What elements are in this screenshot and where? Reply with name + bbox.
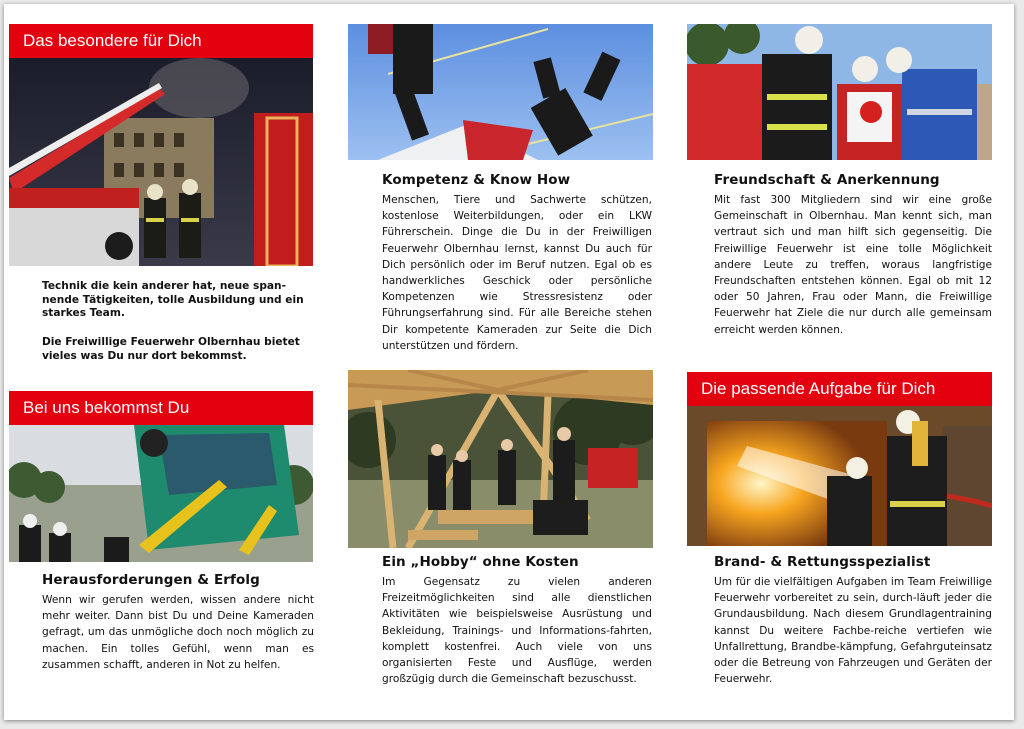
heading-brand-rettung: Brand- & Rettungsspezialist	[714, 554, 931, 570]
heading-freundschaft: Freundschaft & Anerkennung	[714, 172, 940, 188]
photo-climbing-training	[348, 24, 653, 160]
banner-passende-aufgabe: Die passende Aufgabe für Dich	[687, 372, 992, 406]
photo-fire-training	[687, 406, 992, 546]
photo-wooden-pavilion	[348, 370, 653, 548]
intro-text-1: Technik die kein anderer hat, neue span-nende Tätigkeiten, tolle Ausbildung und ein starkes Team.	[42, 280, 304, 319]
brochure-page	[4, 4, 1014, 720]
text-hobby: Im Gegensatz zu vielen anderen Freizeitmöglichkeiten sind alle dienstlichen Aktivitäten wie beispielsweise Ausrüstung und Bekleidung, Trainings- und Informations-fahrten, komplett kostenfrei. Auch viele von uns organisierten Feste und Ausflüge, werden großzügig durch die Gemeinschaft bezuschusst.	[382, 576, 652, 686]
text-herausforderungen: Wenn wir gerufen werden, wissen andere nicht mehr weiter. Dann bist Du und Deine Kameraden gefragt, um das unmögliche doch noch möglich zu machen. Ein tolles Gefühl, wenn man es zusammen schafft, anderen in Not zu helfen.	[42, 594, 314, 671]
heading-hobby: Ein „Hobby“ ohne Kosten	[382, 554, 579, 570]
photo-turntable-ladder-night	[9, 58, 313, 266]
banner-bei-uns: Bei uns bekommst Du	[9, 391, 313, 425]
text-brand-rettung: Um für die vielfältigen Aufgaben im Team Freiwillige Feuerwehr vorbereitet zu sein, durch-läuft jeder die Grundausbildung. Nach diesem Grundlagentraining kannst Du weitere Fachbe-reiche vertiefen wie Unfallrettung, Brandbe-kämpfung, Gefahrguteinsatz oder die Betreung von Fahrzeugen und Geräten der Feuerwehr.	[714, 576, 992, 686]
photo-overturned-truck-rescue	[9, 425, 313, 562]
text-freundschaft: Mit fast 300 Mitgliedern sind wir eine große Gemeinschaft in Olbernhau. Man kennt sich, man vertraut sich und man hilft sich gegenseitig. Die Freiwillige Feuerwehr ist eine tolle Möglichkeit andere Leute zu treffen, woraus langfristige Freundschaften entstehen können. Egal ob mit 12 oder 50 Jahren, Frau oder Mann, die Freiwillige Feuerwehr hat Ziele die nur durch alle gemeinsam erreicht werden können.	[714, 194, 992, 336]
heading-kompetenz: Kompetenz & Know How	[382, 172, 571, 188]
banner-das-besondere: Das besondere für Dich	[9, 24, 313, 58]
text-kompetenz: Menschen, Tiere und Sachwerte schützen, kostenlose Weiterbildungen, oder ein LKW Führerschein. Dinge die Du in der Freiwilligen Feuerwehr Olbernhau lernst, kannst Du auch für Dich persönlich oder im Beruf nutzen. Egal ob es handwerkliches Geschick oder persönliche Kompetenzen wie Stressresistenz oder Führungserfahrung sind. Für alle Bereiche stehen Dir kompetente Kameraden zur Seite die Dich unterstützen und fördern.	[382, 194, 652, 352]
intro-text-2: Die Freiwillige Feuerwehr Olbernhau bietet vieles was Du nur dort bekommst.	[42, 336, 300, 362]
photo-firefighters-team	[687, 24, 992, 160]
heading-herausforderungen: Herausforderungen & Erfolg	[42, 572, 260, 588]
